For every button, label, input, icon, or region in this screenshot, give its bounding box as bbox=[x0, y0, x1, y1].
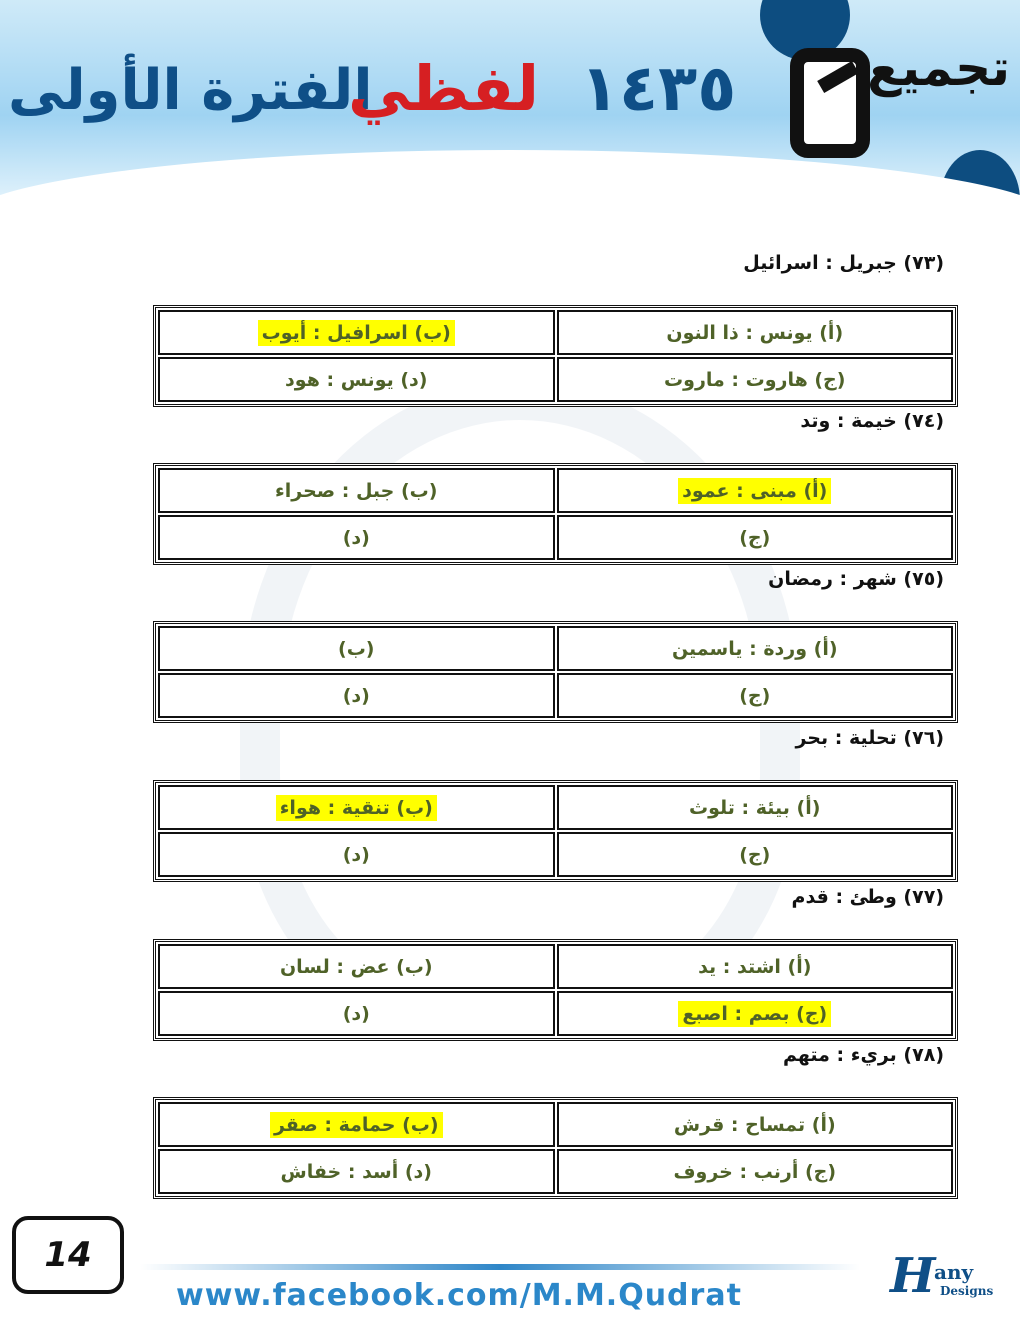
option-d[interactable] bbox=[158, 1149, 555, 1194]
option-label: (ج) هاروت : ماروت bbox=[664, 368, 846, 391]
option-c[interactable] bbox=[557, 515, 954, 560]
option-a[interactable] bbox=[557, 785, 954, 830]
option-b[interactable] bbox=[158, 468, 555, 513]
question-76-stem: (٧٦) تحلية : بحر bbox=[795, 727, 944, 749]
option-label: (ب) bbox=[338, 637, 375, 660]
question-78-options bbox=[153, 1097, 958, 1199]
option-label: (أ) بيئة : تلوث bbox=[689, 796, 821, 819]
option-d[interactable] bbox=[158, 832, 555, 877]
question-77-stem: (٧٧) وطئ : قدم bbox=[791, 886, 944, 908]
option-b[interactable] bbox=[158, 944, 555, 989]
question-73-options bbox=[153, 305, 958, 407]
footer-divider bbox=[140, 1264, 860, 1270]
option-label: (أ) تمساح : قرش bbox=[673, 1113, 836, 1136]
option-c[interactable] bbox=[557, 673, 954, 718]
option-a[interactable] bbox=[557, 1102, 954, 1147]
header-banner bbox=[0, 0, 1020, 210]
footer-facebook-link[interactable]: www.facebook.com/M.M.Qudrat bbox=[176, 1278, 742, 1313]
question-75-stem: (٧٥) شهر : رمضان bbox=[768, 568, 944, 590]
option-label: (د) bbox=[342, 684, 370, 707]
option-b[interactable] bbox=[158, 310, 555, 355]
designer-logo bbox=[890, 1248, 1008, 1306]
question-75-options bbox=[153, 621, 958, 723]
option-c[interactable] bbox=[557, 1149, 954, 1194]
banner-wave bbox=[0, 150, 1020, 210]
option-label: (أ) اشتد : يد bbox=[698, 955, 812, 978]
logo-icon bbox=[790, 48, 870, 158]
designer-logo-initial: H bbox=[890, 1248, 936, 1304]
option-c[interactable] bbox=[557, 991, 954, 1036]
option-a[interactable] bbox=[557, 310, 954, 355]
logo-text: تجميع bbox=[867, 39, 1010, 97]
option-label: (د) bbox=[342, 526, 370, 549]
option-label: (أ) يونس : ذا النون bbox=[666, 321, 844, 344]
option-label: (ج) bbox=[739, 526, 771, 549]
option-label: (د) أسد : خفاش bbox=[280, 1160, 432, 1183]
question-76-options bbox=[153, 780, 958, 882]
option-c[interactable] bbox=[557, 832, 954, 877]
option-label-highlighted: (ج) بصم : اصبع bbox=[678, 1001, 831, 1027]
option-label: (د) يونس : هود bbox=[285, 368, 428, 391]
page-number: 14 bbox=[12, 1216, 124, 1294]
option-label: (ج) أرنب : خروف bbox=[673, 1160, 837, 1183]
option-label: (د) bbox=[342, 843, 370, 866]
option-label-highlighted: (ب) حمامة : صقر bbox=[270, 1112, 443, 1138]
option-b[interactable] bbox=[158, 1102, 555, 1147]
option-label-highlighted: (ب) اسرافيل : أيوب bbox=[258, 320, 455, 346]
question-74-options bbox=[153, 463, 958, 565]
designer-logo-name: any bbox=[934, 1260, 974, 1284]
option-label: (ب) جبل : صحراء bbox=[275, 479, 438, 502]
banner-title-verbal: لفظي bbox=[348, 52, 540, 125]
option-label: (ب) عض : لسان bbox=[279, 955, 433, 978]
option-d[interactable] bbox=[158, 357, 555, 402]
option-label-highlighted: (أ) مبنى : عمود bbox=[678, 478, 831, 504]
option-label: (د) bbox=[342, 1002, 370, 1025]
option-d[interactable] bbox=[158, 673, 555, 718]
option-d[interactable] bbox=[158, 991, 555, 1036]
designer-logo-sub: Designs bbox=[940, 1284, 994, 1298]
option-label: (أ) وردة : ياسمين bbox=[671, 637, 838, 660]
question-74-stem: (٧٤) خيمة : وتد bbox=[800, 410, 944, 432]
option-d[interactable] bbox=[158, 515, 555, 560]
option-a[interactable] bbox=[557, 626, 954, 671]
option-label-highlighted: (ب) تنقية : هواء bbox=[276, 795, 437, 821]
banner-title-period: الفترة الأولى bbox=[8, 58, 373, 123]
question-78-stem: (٧٨) بريء : متهم bbox=[782, 1044, 944, 1066]
option-b[interactable] bbox=[158, 785, 555, 830]
question-77-options bbox=[153, 939, 958, 1041]
banner-year: ١٤٣٥ bbox=[580, 52, 737, 126]
option-label: (ج) bbox=[739, 843, 771, 866]
option-c[interactable] bbox=[557, 357, 954, 402]
question-73-stem: (٧٣) جبريل : اسرائيل bbox=[743, 252, 944, 274]
option-a[interactable] bbox=[557, 944, 954, 989]
option-a[interactable] bbox=[557, 468, 954, 513]
option-label: (ج) bbox=[739, 684, 771, 707]
option-b[interactable] bbox=[158, 626, 555, 671]
